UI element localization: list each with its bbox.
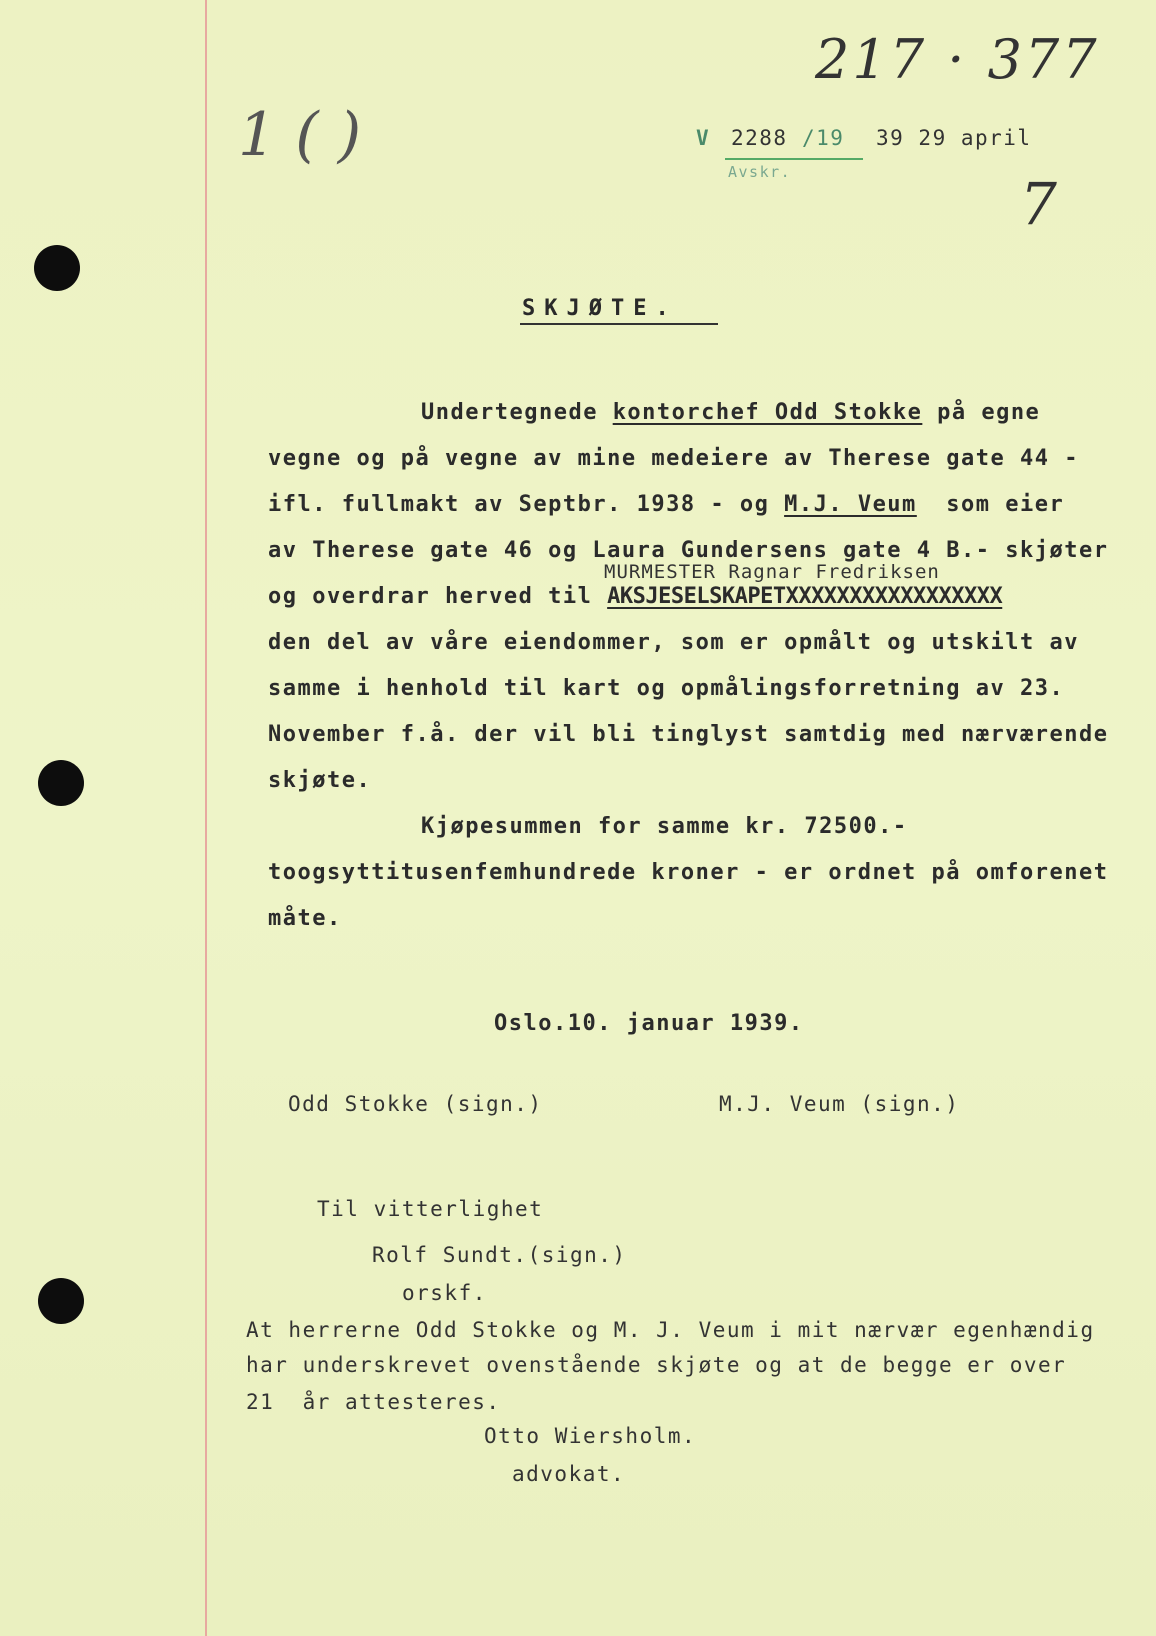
signature-right: M.J. Veum (sign.) [719,1092,960,1116]
body-text: ifl. fullmakt av Septbr. 1938 - og [268,492,785,517]
body-line-6: den del av våre eiendommer, som er opmålt og utskilt av [268,630,1079,655]
body-text: på egne [922,400,1041,425]
title-underline [520,323,718,325]
body-line-11: toogsyttitusenfemhundrede kroner - er ordnet på omforenet [268,860,1109,885]
stamp-number: 2288 [731,126,788,150]
body-line-8: November f.å. der vil bli tinglyst samtdig med nærværende [268,722,1109,747]
place-date: Oslo.10. januar 1939. [494,1011,804,1036]
punch-hole-top [34,245,80,291]
body-line-7: samme i henhold til kart og opmålingsforretning av 23. [268,676,1065,701]
record-date: 39 29 april [876,126,1032,150]
body-line-9: skjøte. [268,768,372,793]
stamp-prefix: V [696,126,711,150]
signature-left: Odd Stokke (sign.) [288,1092,543,1116]
punch-hole-bottom [38,1278,84,1324]
stamp-sub: Avskr. [728,163,792,181]
folio-number: 217 · 377 [815,28,1100,91]
witness-name: Rolf Sundt.(sign.) [372,1243,627,1267]
witness-heading: Til vitterlighet [317,1197,544,1221]
attorney-role: advokat. [512,1462,626,1486]
body-line-10: Kjøpesummen for samme kr. 72500.- [421,814,908,839]
margin-line [205,0,207,1636]
body-text: Undertegnede [421,400,613,425]
seller-name: kontorchef Odd Stokke [612,400,923,425]
body-line-12: måte. [268,906,342,931]
handwritten-digit: 7 [1020,170,1057,238]
margin-mark: 1 ( ) [238,100,362,170]
punch-hole-middle [38,760,84,806]
attestation-line-1: At herrerne Odd Stokke og M. J. Veum i mit nærvær egenhændig [246,1318,1095,1342]
buyer-insertion: MURMESTER Ragnar Fredriksen [604,561,940,583]
body-text: og overdrar herved til [268,584,608,609]
body-line-1 [421,400,1040,425]
struck-text: AKSJESELSKAPETXXXXXXXXXXXXXXXXX [607,584,1003,609]
stamp-separator: /19 [802,126,845,150]
document-title: SKJØTE. [522,296,678,321]
attestation-line-3: 21 år attesteres. [246,1390,501,1414]
attestation-line-2: har underskrevet ovenstående skjøte og at de begge er over [246,1353,1067,1377]
stamp-underline [725,158,863,160]
body-text: som eier [916,492,1065,517]
co-seller-name: M.J. Veum [784,492,917,517]
attorney-name: Otto Wiersholm. [484,1424,697,1448]
witness-role: orskf. [402,1281,487,1305]
body-line-3 [268,492,1064,517]
body-line-4: av Therese gate 46 og Laura Gundersens gate 4 B.- skjøter [268,538,1109,563]
body-line-5 [268,584,1002,609]
body-line-2: vegne og på vegne av mine medeiere av Therese gate 44 - [268,446,1079,471]
